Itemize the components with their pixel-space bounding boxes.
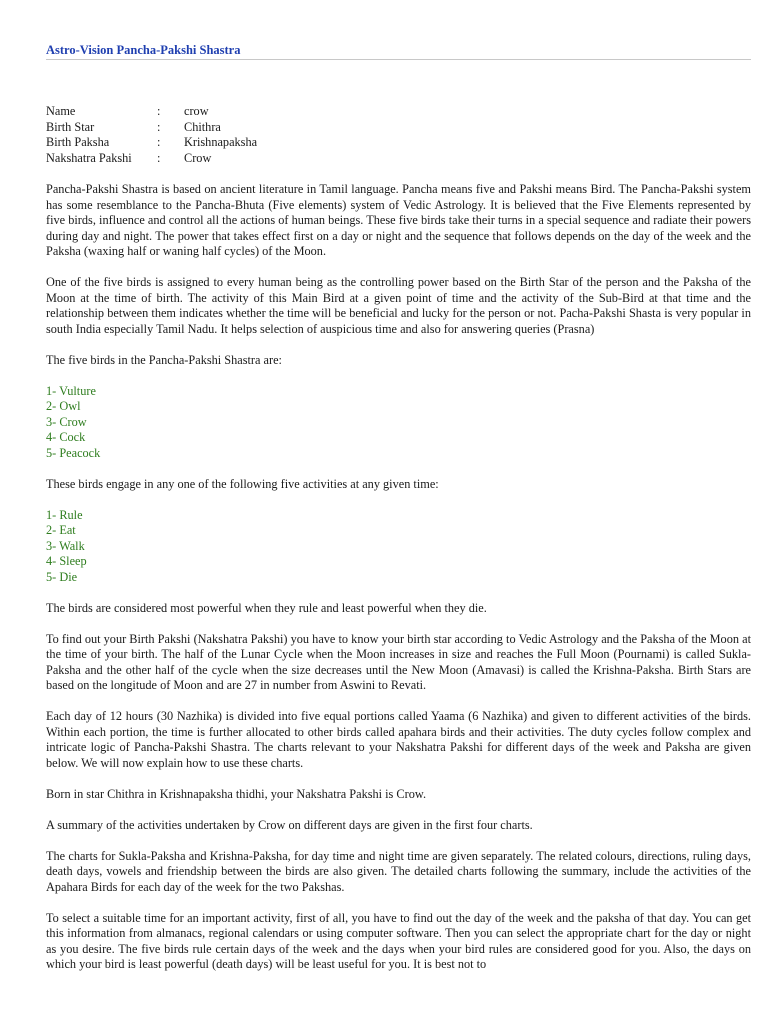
info-label: Nakshatra Pakshi — [46, 150, 132, 165]
info-value: Crow — [184, 150, 212, 165]
list-item: 4- Sleep — [46, 554, 87, 568]
title-divider — [46, 59, 751, 60]
info-value: Krishnapaksha — [184, 135, 258, 149]
list-item: 5- Die — [46, 569, 78, 584]
activities-intro: These birds engage in any one of the following five activities at any given time: — [46, 476, 439, 491]
info-value: Chithra — [184, 119, 221, 134]
list-item: 2- Eat — [46, 523, 76, 537]
list-item: 3- Walk — [46, 538, 85, 553]
paragraph-your-pakshi: Born in star Chithra in Krishnapaksha thidhi, your Nakshatra Pakshi is Crow. — [46, 786, 427, 801]
document-page — [46, 0, 751, 1024]
paragraph-summary: A summary of the activities undertaken by Crow on different days are given in the first four charts. — [46, 817, 533, 832]
paragraph-select-time: To select a suitable time for an important activity, first of all, you have to find out the day of the week and the paksha of that day. You can get this information from almanacs, regional calendars or using computer software. Then you can select the appropriate chart for the day or night as you desire. The five birds rule certain days of the week and the days when your bird rules are considered good for you. Also, the days on which your bird is least powerful (death days) will be least useful for you. It is best not to — [46, 910, 751, 971]
activities-list — [46, 508, 751, 586]
birth-info-table — [46, 104, 257, 166]
info-label: Birth Star — [46, 119, 95, 134]
paragraph-intro: Pancha-Pakshi Shastra is based on ancient literature in Tamil language. Pancha means five and Pakshi means Bird. The Pancha-Pakshi system has some resemblance to the Pancha-Bhuta (Five elements) system of Vedic Astrology. It is believed that the Five Elements represented by five birds, influence and control all the actions of human beings. These five birds take their turns in a special sequence and radiate their powers during day and night. The power that takes effect first on a day or night and the sequence that follows depends on the day of the week and the Paksha (waxing half or waning half cycles) of the Moon. — [46, 182, 751, 258]
document-title: Astro-Vision Pancha-Pakshi Shastra — [46, 43, 241, 57]
info-row-birth-paksha — [46, 135, 257, 151]
list-item: 1- Vulture — [46, 383, 96, 398]
info-label: Birth Paksha — [46, 135, 110, 149]
list-item: 3- Crow — [46, 414, 87, 429]
document-body — [46, 104, 751, 988]
info-separator: : — [157, 119, 161, 134]
paragraph-power: The birds are considered most powerful when they rule and least powerful when they die. — [46, 600, 487, 615]
info-row-name — [46, 104, 257, 120]
list-item: 4- Cock — [46, 430, 86, 444]
list-item: 2- Owl — [46, 399, 81, 413]
list-item: 5- Peacock — [46, 445, 101, 460]
birds-list — [46, 384, 751, 462]
info-value: crow — [184, 104, 209, 118]
info-separator: : — [157, 104, 161, 118]
info-row-birth-star — [46, 120, 257, 136]
info-row-nakshatra-pakshi — [46, 151, 257, 167]
info-separator: : — [157, 135, 161, 149]
birds-intro: The five birds in the Pancha-Pakshi Shastra are: — [46, 352, 282, 367]
paragraph-charts: The charts for Sukla-Paksha and Krishna-Paksha, for day time and night time are given separately. The related colours, directions, ruling days, death days, vowels and friendship between the birds are also given. The detailed charts following the summary, include the activities of the Apahara Birds for each day of the week for the two Pakshas. — [46, 848, 751, 894]
paragraph-birth-pakshi: To find out your Birth Pakshi (Nakshatra Pakshi) you have to know your birth star according to Vedic Astrology and the Paksha of the Moon at the time of your birth. The half of the Lunar Cycle when the Moon increases in size and reaches the Full Moon (Pournami) is called Sukla-Paksha and the other half of the cycle when the size decreases until the New Moon (Amavasi) is called the Krishna-Paksha. Birth Stars are based on the longitude of Moon and are 27 in number from Aswini to Revati. — [46, 631, 751, 692]
paragraph-main-bird: One of the five birds is assigned to every human being as the controlling power based on the Birth Star of the person and the Paksha of the Moon at the time of birth. The activity of this Main Bird at a given point of time and the activity of the Sub-Bird at that time and the relationship between them indicates whether the time will be beneficial and lucky for the person or not. Pacha-Pakshi Shasta is very popular in south India especially Tamil Nadu. It helps selection of auspicious time and also for answering queries (Prasna) — [46, 275, 751, 336]
info-separator: : — [157, 150, 161, 165]
list-item: 1- Rule — [46, 507, 83, 522]
paragraph-yaama: Each day of 12 hours (30 Nazhika) is divided into five equal portions called Yaama (6 Nazhika) and given to different activities of the birds. Within each portion, the time is further allocated to other birds called apahara birds and their activities. The duty cycles follow complex and intricate logic of Pancha-Pakshi Shastra. The charts relevant to your Nakshatra Pakshi for different days of the week and Paksha are given below. We will now explain how to use these charts. — [46, 709, 751, 770]
info-label: Name — [46, 104, 76, 118]
